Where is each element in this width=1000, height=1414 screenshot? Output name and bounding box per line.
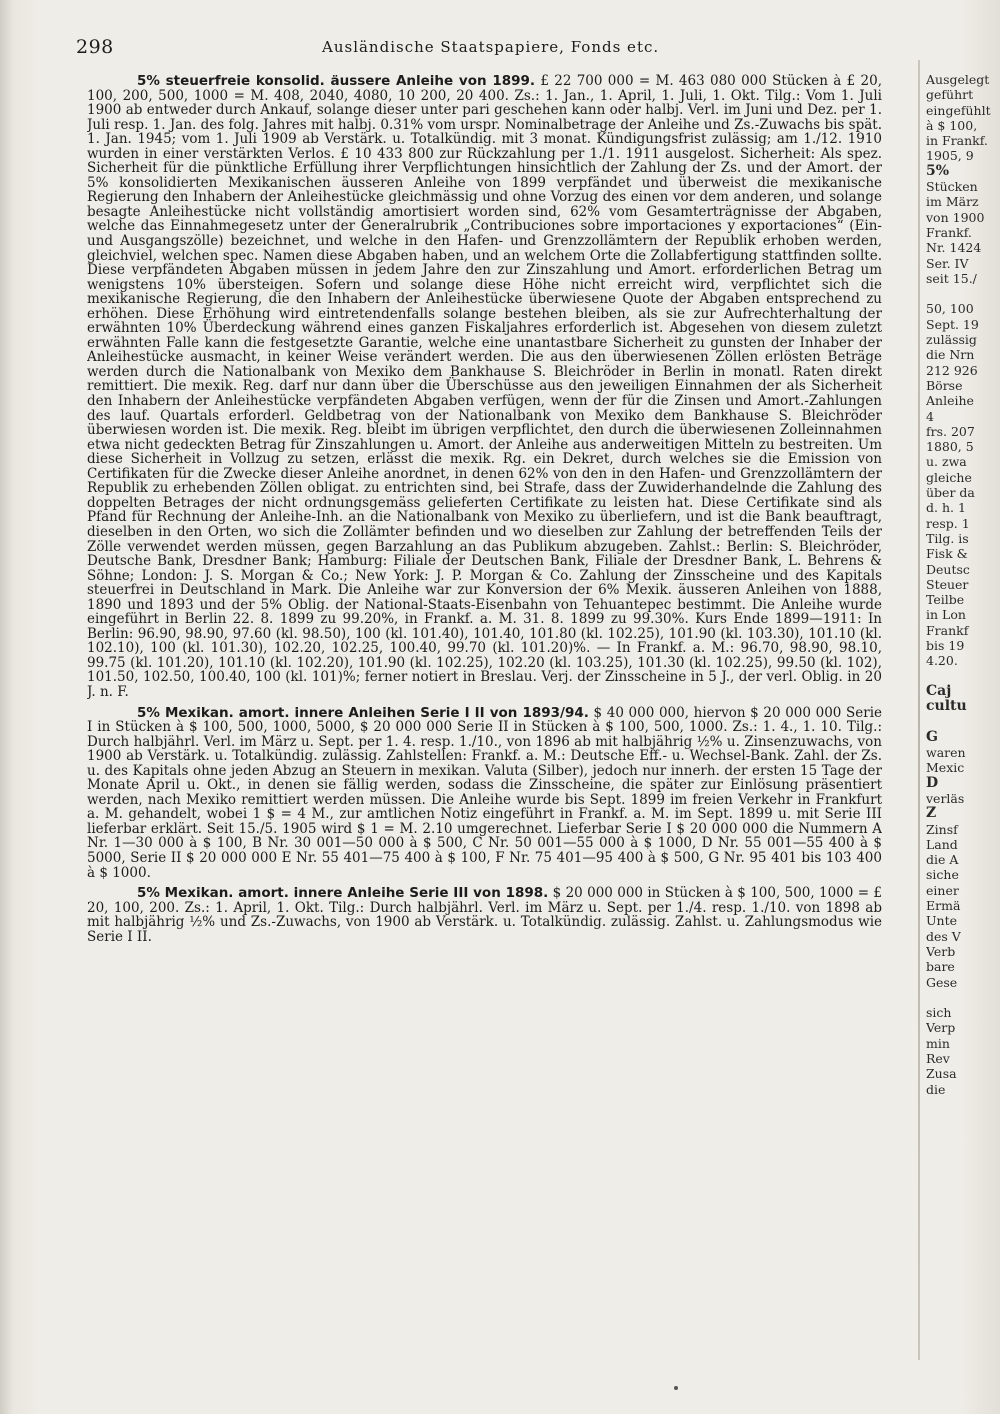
- adjacent-page-line: Teilbe: [926, 592, 965, 608]
- adjacent-page-line: waren: [926, 745, 966, 761]
- adjacent-page-line: geführt: [926, 87, 974, 103]
- adjacent-page-line: die: [926, 1081, 946, 1097]
- adjacent-page-line: Z: [926, 805, 937, 822]
- adjacent-page-line: verläs: [926, 790, 965, 806]
- adjacent-page-line: 4.20.: [926, 653, 958, 669]
- running-head: Ausländische Staatspapiere, Fonds etc.: [322, 38, 660, 56]
- adjacent-page-line: in Lon: [926, 607, 966, 623]
- adjacent-page-line: [926, 990, 1000, 1005]
- adjacent-page-line: im März: [926, 194, 979, 210]
- adjacent-page-line: à $ 100,: [926, 117, 978, 133]
- adjacent-page-line: Zinsf: [926, 821, 958, 837]
- adjacent-page-line: G: [926, 728, 938, 745]
- adjacent-page-line: [926, 286, 1000, 301]
- adjacent-page-line: Sept. 19: [926, 316, 979, 332]
- adjacent-page-line: die A: [926, 852, 959, 868]
- adjacent-page-line: Stücken: [926, 179, 978, 195]
- main-column: [87, 74, 882, 1364]
- adjacent-page-line: Mexic: [926, 760, 965, 776]
- adjacent-page-line: des V: [926, 928, 961, 944]
- section-2: [87, 706, 882, 881]
- adjacent-page-line: u. zwa: [926, 454, 967, 470]
- adjacent-page-line: frs. 207: [926, 423, 975, 439]
- adjacent-page-line: bare: [926, 959, 955, 975]
- adjacent-page-line: sich: [926, 1005, 952, 1021]
- adjacent-page-line: 1880, 5: [926, 439, 974, 455]
- adjacent-page-line: Ermä: [926, 898, 961, 914]
- adjacent-page-line: 5%: [926, 162, 950, 179]
- column-gutter-shadow: [918, 60, 920, 1360]
- page-number: 298: [76, 36, 114, 58]
- adjacent-page-line: Frankf.: [926, 224, 972, 240]
- adjacent-page-line: 50, 100: [926, 301, 974, 317]
- adjacent-page-column: [926, 72, 1000, 1372]
- section-3: [87, 886, 882, 944]
- adjacent-page-line: seit 15./: [926, 270, 977, 286]
- adjacent-page-line: resp. 1: [926, 515, 970, 531]
- adjacent-page-line: Nr. 1424: [926, 240, 982, 256]
- adjacent-page-line: [926, 714, 1000, 729]
- adjacent-page-line: 212 926: [926, 362, 978, 378]
- adjacent-page-line: Fisk &: [926, 546, 968, 562]
- adjacent-page-line: über da: [926, 485, 975, 501]
- adjacent-page-line: Gese: [926, 974, 958, 990]
- adjacent-page-line: cultu: [926, 698, 967, 715]
- adjacent-page-line: Anleihe: [926, 393, 974, 409]
- section-1: [87, 74, 882, 700]
- adjacent-page-line: Caj: [926, 682, 952, 699]
- adjacent-page-line: in Frankf.: [926, 133, 988, 149]
- section-1-title: 5% steuerfreie konsolid. äussere Anleihe von 1899.: [137, 74, 536, 89]
- adjacent-page-line: 4: [926, 408, 934, 424]
- adjacent-page-line: Zusa: [926, 1066, 957, 1082]
- adjacent-page-line: d. h. 1: [926, 500, 966, 516]
- adjacent-page-line: Verp: [926, 1020, 956, 1036]
- adjacent-page-line: min: [926, 1035, 950, 1051]
- adjacent-page-line: Rev: [926, 1051, 950, 1066]
- page-binding-shadow: [0, 0, 14, 1414]
- adjacent-page-line: 1905, 9: [926, 148, 974, 164]
- adjacent-page-line: Deutsc: [926, 561, 970, 577]
- adjacent-page-line: Land: [926, 836, 958, 852]
- adjacent-page-line: gleiche: [926, 469, 972, 485]
- section-1-body: £ 22 700 000 = M. 463 080 000 Stücken à £ 20, 100, 200, 500, 1000 = M. 408, 2040, 4080, 10 200, 20 400. Zs.: 1. Jan., 1. April, 1. Juli, 1. Okt. Tilg.: Vom 1. Juli 1900 ab entweder durch Ankauf, solange dieser unter pari geschehen kann oder halbj. Verl. im Juni und Dez. per 1. Juli resp. 1. Jan. des folg. Jahres mit halbj. 0.31% vom urspr. Nominalbetrage der Anleihe und Zs.-Zuwachs bis spät. 1. Jan. 1945; vom 1. Juli 1909 ab Verstärk. u. Totalkündig. mit 3 monat. Kündigungsfrist zulässig; am 1./12. 1910 wurden in einer verstärkten Verlos. £ 10 433 800 zur Rückzahlung per 1./1. 1911 ausgelost. Sicherheit: Als spez. Sicherheit für die pünktliche Erfüllung ihrer Verpflichtungen hinsichtlich der Zahlung der Zs. und der Amort. der 5% konsolidierten Mexikanischen äusseren Anleihe von 1899 verpfändet und überweist die mexikanische Regierung den Inhabern der Anleihestücke gleichmässig und ohne Vorzug des einen vor dem anderen, und solange besagte Anleihestücke nicht vollständig amortisiert worden sind, 62% vom Gesamterträgnisse der Abgaben, welche das Einnahmegesetz unter der Generalrubrik „Contribuciones sobre importaciones y exportaciones“ (Ein- und Ausgangszölle) bezeichnet, und welche in den Hafen- und Grenzzollämtern der Republik erhoben werden, gleichviel, welchen spec. Namen diese Abgaben haben, und an welchem Orte die Zollabfertigung stattfinden sollte. Diese verpfändeten Abgaben müssen in jedem Jahre den zur Zinszahlung und Amort. erforderlichen Betrag um wenigstens 10% übersteigen. Sofern und solange diese Höhe nicht erreicht wird, verpflichtet sich die mexikanische Regierung, die den Inhabern der Anleihestücke überwiesene Quote der Abgaben entsprechend zu erhöhen. Diese Erhöhung wird eintretendenfalls solange bestehen bleiben, als sie zur Aufrechterhaltung der erwähnten 10% Überdeckung während eines ganzen Fiskaljahres erforderlich ist. Abgesehen von diesem zuletzt erwähnten Falle kann die festgesetzte Garantie, welche eine unantastbare Sicherheit zu gunsten der Inhaber der Anleihestücke ausmacht, in keiner Weise verändert werden. Die aus den überwiesenen Zöllen erlösten Beträge werden durch die Nationalbank von Mexiko dem Bankhause S. Bleichröder in Berlin in monatl. Raten direkt remittiert. Die mexik. Reg. darf nur dann über die Überschüsse aus den jeweiligen Einnahmen der als Sicherheit den Inhabern der Anleihestücke verpfändeten Abgaben verfügen, wenn der für die Zinsen und Amort.-Zahlungen des lauf. Quartals erforderl. Geldbetrag von der Nationalbank von Mexiko dem Bankhause S. Bleichröder überwiesen worden ist. Die mexik. Reg. bleibt im übrigen verpflichtet, den durch die überwiesenen Zolleinnahmen etwa nicht gedeckten Betrag für Zinszahlungen u. Amort. der Anleihe aus anderweitigen Mitteln zu bestreiten. Um diese Sicherheit in Vollzug zu setzen, erlässt die mexik. Rg. ein Dekret, durch welches sie die Emission von Certifikaten für die Zwecke dieser Anleihe anordnet, in denen 62% von den in den Hafen- und Grenzzollämtern der Republik zu erhebenden Zöllen obligat. zu entrichten sind, bei Strafe, dass der Zuwiderhandelnde die Zahlung des doppelten Betrages der nicht ordnungsgemäss gelieferten Certifikate zu leisten hat. Diese Certifikate sind als Pfand für Rechnung der Anleihe-Inh. an die Nationalbank von Mexiko zu überliefern, und ist die Bank beauftragt, dieselben in den Orten, wo sich die Zollämter befinden und wo dieselben zur Zahlung der betreffenden Teils der Zölle verwendet werden müssen, gegen Barzahlung an das Publikum abzugeben. Zahlst.: Berlin: S. Bleichröder, Deutsche Bank, Dresdner Bank; Hamburg: Filiale der Deutschen Bank, Filiale der Dresdner Bank, L. Behrens & Söhne; London: J. S. Morgan & Co.; New York: J. P. Morgan & Co. Zahlung der Zinsscheine und des Kapitals steuerfrei in Deutschland in Mark. Die Anleihe war zur Konversion der 6% Mexik. äusseren Anleihen von 1888, 1890 und 1893 und der 5% Oblig. der National-Staats-Eisenbahn von Tehuantepec bestimmt. Die Anleihe wurde eingeführt in Berlin 22. 8. 1899 zu 99.20%, in Frankf. a. M. 31. 8. 1899 zu 99.30%. Kurs Ende 1899—1911: In Berlin: 96.90, 98.90, 97.60 (kl. 98.50), 100 (kl. 101.40), 101.40, 101.80 (kl. 102.25), 101.90 (kl. 103.30), 101.10 (kl. 102.10), 100 (kl. 101.30), 102.20, 102.25, 100.40, 99.70 (kl. 101.20)%. — In Frankf. a. M.: 96.70, 98.90, 98.10, 99.75 (kl. 101.20), 101.10 (kl. 102.20), 101.90 (kl. 102.25), 102.20 (kl. 103.25), 101.30 (kl. 102.25), 99.50 (kl. 102), 101.50, 102.50, 100.40, 100 (kl. 101)%; ferner notiert in Breslau. Verj. der Zinsscheine in 5 J., der verl. Oblig. in 20 J. n. F.: [87, 74, 882, 700]
- adjacent-page-line: D: [926, 774, 939, 791]
- adjacent-page-line: von 1900: [926, 209, 985, 225]
- section-2-title: 5% Mexikan. amort. innere Anleihen Serie I II von 1893/94.: [137, 704, 589, 721]
- adjacent-page-line: zulässig: [926, 332, 977, 348]
- section-2-body: $ 40 000 000, hiervon $ 20 000 000 Serie I in Stücken à $ 100, 500, 1000, 5000, $ 20 000 000 Serie II in Stücken à $ 100, 500, 1000. Zs.: 1. 4., 1. 10. Tilg.: Durch halbjährl. Verl. im März u. Sept. per 1. 4. resp. 1./10., von 1896 ab mit halbjährig ½% u. Zinsenzuwachs, von 1900 ab Verstärk. u. Totalkündig. zulässig. Zahlstellen: Frankf. a. M.: Deutsche Eff.- u. Wechsel-Bank. Zahl. der Zs. u. des Kapitals ohne jeden Abzug an Steuern in mexikan. Valuta (Silber), jedoch nur innerh. der ersten 15 Tage der Monate April u. Okt., in denen sie fällig werden, sodass die Zinsscheine, die später zur Einlösung präsentiert werden, nach Mexiko remittiert werden müssen. Die Anleihe wurde bis Sept. 1899 im freien Verkehr in Frankfurt a. M. gehandelt, wobei 1 $ = 4 M., zur amtlichen Notiz eingeführt in Frankf. a. M. im Sept. 1899 u. mit Serie III lieferbar erklärt. Seit 15./5. 1905 wird $ 1 = M. 2.10 umgerechnet. Lieferbar Serie I $ 20 000 000 die Nummern A Nr. 1—30 000 à $ 100, B Nr. 30 001—50 000 à $ 500, C Nr. 50 001—55 000 à $ 1000, D Nr. 55 001—55 400 à $ 5000, Serie II $ 20 000 000 E Nr. 55 401—75 400 à $ 100, F Nr. 75 401—95 400 à $ 500, G Nr. 95 401 bis 103 400 à $ 1000.: [87, 704, 882, 881]
- adjacent-page-line: bis 19: [926, 637, 965, 653]
- adjacent-page-line: Unte: [926, 913, 958, 929]
- adjacent-page-line: Steuer: [926, 576, 969, 592]
- adjacent-page-line: siche: [926, 867, 959, 883]
- section-3-title: 5% Mexikan. amort. innere Anleihe Serie III von 1898.: [137, 885, 549, 902]
- adjacent-page-line: Verb: [926, 943, 956, 959]
- adjacent-page-line: die Nrn: [926, 347, 975, 363]
- adjacent-page-line: Börse: [926, 377, 963, 393]
- ink-speck: [674, 1386, 678, 1390]
- adjacent-page-line: Tilg. is: [926, 530, 969, 546]
- section-3-body: $ 20 000 000 in Stücken à $ 100, 500, 1000 = £ 20, 100, 200. Zs.: 1. April, 1. Okt. Tilg.: Durch halbjährl. Verl. im März u. Sept. per 1./4. resp. 1./10. von 1898 ab mit halbjährig ½% und Zs.-Zuwachs, von 1900 ab Verstärk. u. Totalkündig. zulässig. Zahlst. u. Zahlungsmodus wie Serie I II.: [87, 885, 882, 945]
- adjacent-page-line: Ausgelegt: [926, 72, 990, 87]
- adjacent-page-line: einer: [926, 882, 959, 898]
- adjacent-page-line: eingefühlt: [926, 102, 991, 118]
- adjacent-page-line: Frankf: [926, 622, 969, 638]
- adjacent-page-line: [926, 669, 1000, 684]
- adjacent-page-line: Ser. IV: [926, 255, 969, 271]
